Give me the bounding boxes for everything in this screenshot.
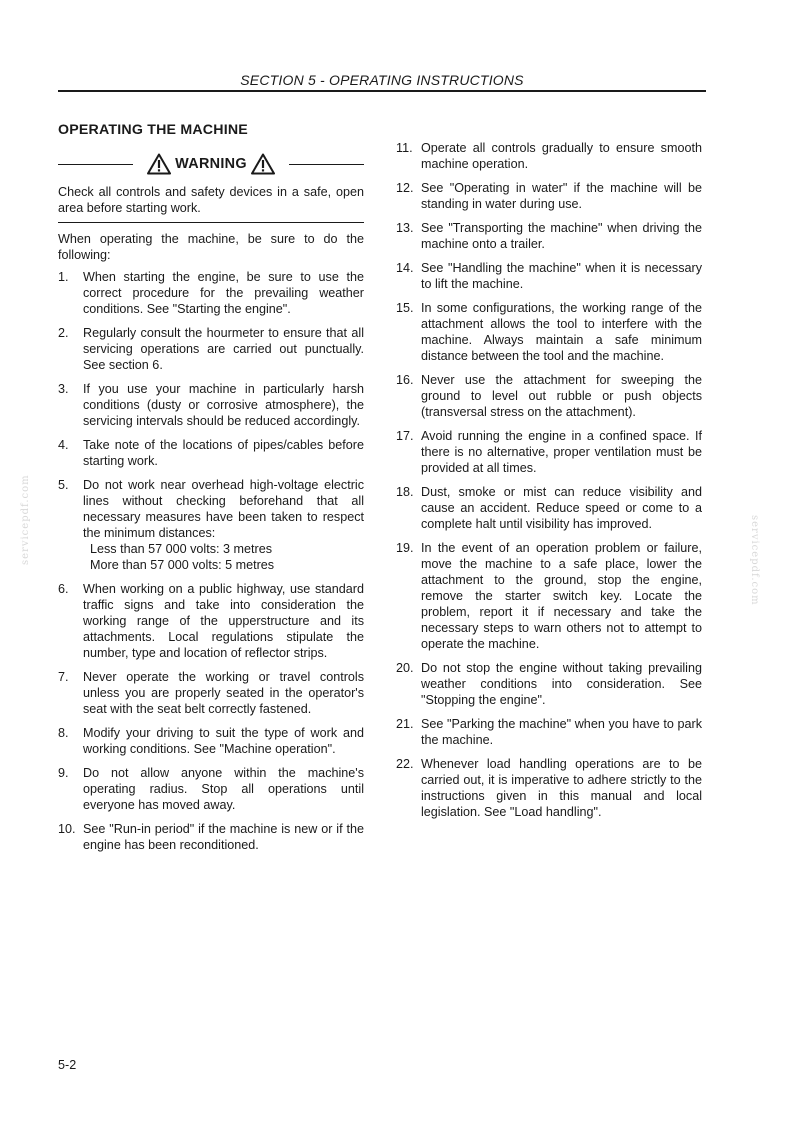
item-number: 19. xyxy=(396,541,414,555)
list-item xyxy=(396,260,702,292)
item-number: 4. xyxy=(58,438,69,452)
list-item xyxy=(58,581,364,661)
item-text: Operate all controls gradually to ensure smooth machine operation. xyxy=(421,141,702,171)
item-number: 12. xyxy=(396,181,414,195)
item-number: 5. xyxy=(58,478,69,492)
item-number: 9. xyxy=(58,766,69,780)
item-number: 21. xyxy=(396,717,414,731)
watermark-right: servicepdf.com xyxy=(749,515,760,606)
list-item xyxy=(396,428,702,476)
warning-triangle-icon xyxy=(147,153,171,175)
item-text: Dust, smoke or mist can reduce visibility and cause an accident. Reduce speed or come to a complete halt until visibility has improved. xyxy=(421,485,702,531)
warning-banner xyxy=(58,150,364,178)
list-item xyxy=(58,765,364,813)
list-item xyxy=(396,756,702,820)
list-item xyxy=(58,725,364,757)
list-item xyxy=(58,381,364,429)
warning-triangle-icon xyxy=(251,153,275,175)
item-text: See "Operating in water" if the machine will be standing in water during use. xyxy=(421,181,702,211)
watermark-left: servicepdf.com xyxy=(20,474,31,565)
list-item xyxy=(58,325,364,373)
list-item xyxy=(58,269,364,317)
item-text: Modify your driving to suit the type of work and working conditions. See "Machine operation". xyxy=(83,726,364,756)
item-body xyxy=(83,477,364,573)
item-number: 15. xyxy=(396,301,414,315)
item-text: Never operate the working or travel controls unless you are properly seated in the operator's seat with the seat belt correctly fastened. xyxy=(83,670,364,716)
item-text: In the event of an operation problem or failure, move the machine to a safe place, lower the attachment to the ground, stop the engine, remove the starter switch key. Locate the problem, report it if necessary and take the necessary steps to warn others not to attempt to operate the machine. xyxy=(421,541,702,651)
warning-label: WARNING xyxy=(175,156,247,172)
list-item xyxy=(396,140,702,172)
instruction-list-right xyxy=(396,140,702,820)
warning-text: Check all controls and safety devices in a safe, open area before starting work. xyxy=(58,185,364,215)
item-text: See "Transporting the machine" when driving the machine onto a trailer. xyxy=(421,221,702,251)
item-text: See "Parking the machine" when you have to park the machine. xyxy=(421,717,702,747)
left-column xyxy=(58,122,364,861)
item-number: 20. xyxy=(396,661,414,675)
item-text: Regularly consult the hourmeter to ensure that all servicing operations are carried out punctually. See section 6. xyxy=(83,326,364,372)
list-item xyxy=(396,660,702,708)
item-number: 8. xyxy=(58,726,69,740)
warning-end-rule xyxy=(58,222,364,223)
list-item xyxy=(396,300,702,364)
intro-paragraph: When operating the machine, be sure to do the following: xyxy=(58,232,364,262)
list-item xyxy=(396,372,702,420)
item-number: 11. xyxy=(396,141,413,155)
item-text: Never use the attachment for sweeping the ground to level out rubble or push objects (transversal stress on the attachment). xyxy=(421,373,702,419)
item-number: 6. xyxy=(58,582,69,596)
warning-rule-right xyxy=(289,164,364,165)
item-number: 10. xyxy=(58,822,76,836)
item-text: Do not stop the engine without taking prevailing weather conditions into consideration. See "Stopping the engine". xyxy=(421,661,702,707)
instruction-list-left xyxy=(58,269,364,853)
distance-line: More than 57 000 volts: 5 metres xyxy=(90,558,275,572)
list-item xyxy=(58,669,364,717)
item-text: Take note of the locations of pipes/cables before starting work. xyxy=(83,438,364,468)
item-text: Do not allow anyone within the machine's operating radius. Stop all operations until everyone has moved away. xyxy=(83,766,364,812)
list-item xyxy=(396,484,702,532)
item-text: In some configurations, the working range of the attachment allows the tool to interfere with the machine. Always maintain a safe minimum distance between the tool and the machine. xyxy=(421,301,702,363)
list-item xyxy=(58,821,364,853)
list-item xyxy=(58,477,364,573)
header-rule xyxy=(58,90,706,92)
list-item xyxy=(396,540,702,652)
item-number: 2. xyxy=(58,326,69,340)
distance-line: Less than 57 000 volts: 3 metres xyxy=(90,542,273,556)
section-title: OPERATING THE MACHINE xyxy=(58,122,248,138)
item-number: 22. xyxy=(396,757,414,771)
item-number: 3. xyxy=(58,382,69,396)
warning-core xyxy=(147,153,275,175)
list-item xyxy=(58,437,364,469)
item-number: 14. xyxy=(396,261,414,275)
section-header: SECTION 5 - OPERATING INSTRUCTIONS xyxy=(240,72,524,88)
item-number: 13. xyxy=(396,221,414,235)
item-text: Do not work near overhead high-voltage electric lines without checking beforehand that all necessary measures have been taken to respect the minimum distances: xyxy=(83,478,364,540)
item-text: When working on a public highway, use standard traffic signs and take into consideration the working range of the upperstructure and its attachments. Local regulations stipulate the number, type and location of reflector strips. xyxy=(83,582,364,660)
page-number: 5-2 xyxy=(58,1058,77,1072)
item-text: Whenever load handling operations are to be carried out, it is imperative to adhere strictly to the instructions given in this manual and local legislation. See "Load handling". xyxy=(421,757,702,819)
item-number: 17. xyxy=(396,429,414,443)
item-text: See "Handling the machine" when it is necessary to lift the machine. xyxy=(421,261,702,291)
item-text: See "Run-in period" if the machine is new or if the engine has been reconditioned. xyxy=(83,822,364,852)
item-text: If you use your machine in particularly harsh conditions (dusty or corrosive atmosphere), the servicing intervals should be reduced accordingly. xyxy=(83,382,364,428)
warning-rule-left xyxy=(58,164,133,165)
right-column xyxy=(396,140,702,828)
list-item xyxy=(396,220,702,252)
item-number: 1. xyxy=(58,270,69,284)
list-item xyxy=(396,180,702,212)
item-number: 16. xyxy=(396,373,414,387)
item-number: 7. xyxy=(58,670,69,684)
item-text: Avoid running the engine in a confined space. If there is no alternative, proper ventilation must be provided at all times. xyxy=(421,429,702,475)
item-text: When starting the engine, be sure to use the correct procedure for the prevailing weather conditions. See "Starting the engine". xyxy=(83,270,364,316)
list-item xyxy=(396,716,702,748)
item-number: 18. xyxy=(396,485,414,499)
